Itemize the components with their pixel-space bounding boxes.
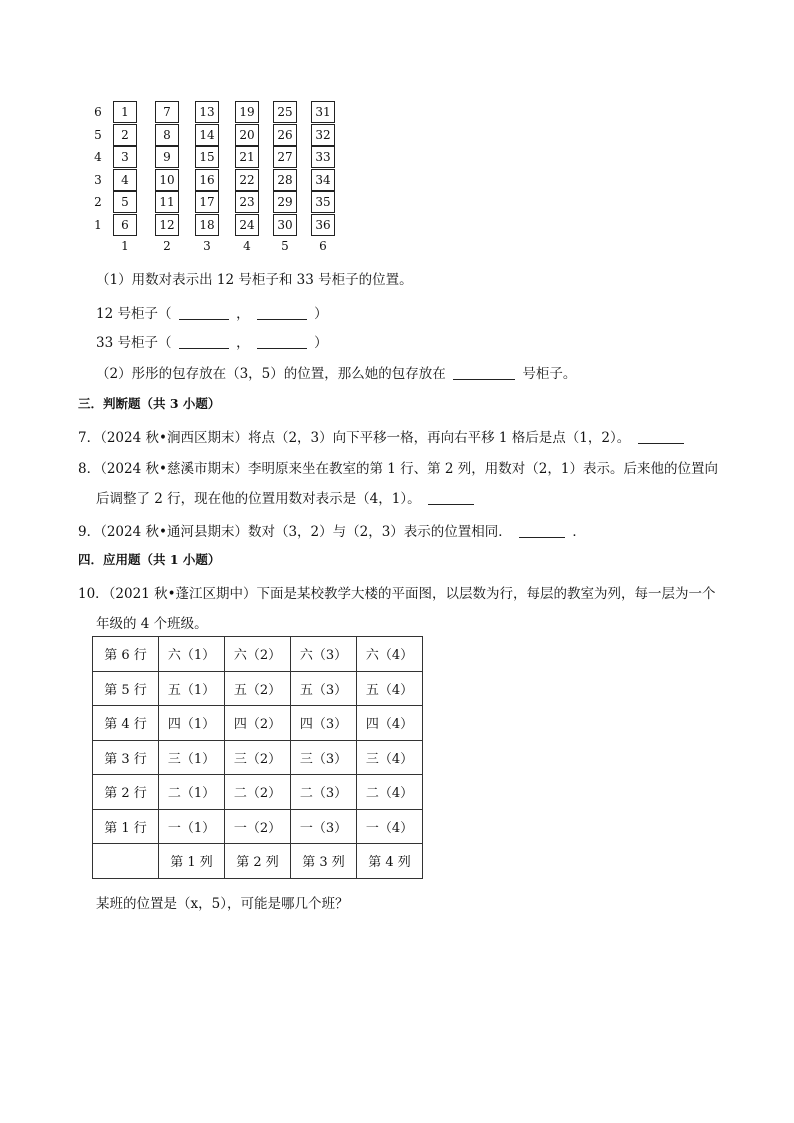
class-cell: 二（2） [225,775,291,810]
locker-cell: 18 [195,214,219,236]
building-floor-table [92,636,423,879]
column-label: 1 [121,239,129,253]
locker12-label: 12 号柜子（ [96,306,172,322]
locker-cell: 7 [155,101,179,123]
locker-cell: 24 [235,214,259,236]
locker-cell: 15 [195,146,219,168]
locker-cell: 6 [113,214,137,236]
question-10-line2: 年级的 4 个班级。 [96,616,208,632]
column-label: 3 [203,239,211,253]
answer-blank[interactable] [179,305,229,320]
class-cell: 三（1） [159,740,225,775]
locker-cell: 29 [273,191,297,213]
q7-text: 7．（2024 秋•涧西区期末）将点（2，3）向下平移一格，再向右平移 1 格后是点（1，2）。 [78,430,631,446]
question-10-line1: 10．（2021 秋•蓬江区期中）下面是某校教学大楼的平面图，以层数为行，每层的教室为列，每一层为一个 [78,586,716,602]
locker-cell: 20 [235,124,259,146]
table-row [93,637,423,672]
q8-text: 后调整了 2 行，现在他的位置用数对表示是（4，1）。 [96,491,421,507]
answer-blank[interactable] [453,365,515,380]
column-header: 第 2 列 [225,844,291,879]
row-label: 1 [94,217,102,232]
comma: ， [236,306,250,322]
row-header: 第 3 行 [93,740,159,775]
question-8-line1: 8．（2024 秋•慈溪市期末）李明原来坐在教室的第 1 行、第 2 列，用数对（2，1）表示。后来他的位置向 [78,461,718,477]
row-label: 2 [94,195,102,209]
locker-cell: 14 [195,124,219,146]
q6-part1: （1）用数对表示出 12 号柜子和 33 号柜子的位置。 [96,272,413,288]
table-row [93,809,423,844]
row-header: 第 1 行 [93,809,159,844]
empty-corner-cell [93,844,159,879]
row-label: 6 [94,105,102,119]
class-cell: 二（1） [159,775,225,810]
table-row [93,671,423,706]
locker-cell: 9 [155,146,179,168]
class-cell: 四（2） [225,706,291,741]
column-label: 6 [319,239,327,253]
table-row [93,706,423,741]
column-header-row [93,844,423,879]
q6-part2 [96,362,576,382]
q6-part2-suffix: 号柜子。 [522,366,577,382]
column-label: 5 [281,239,289,253]
column-header: 第 1 列 [159,844,225,879]
class-cell: 三（2） [225,740,291,775]
class-cell: 一（4） [357,809,423,844]
q6-locker33-line [96,331,328,351]
class-cell: 二（3） [291,775,357,810]
class-cell: 四（4） [357,706,423,741]
class-cell: 四（3） [291,706,357,741]
locker-cell: 31 [311,101,335,123]
class-cell: 五（1） [159,671,225,706]
question-8-line2 [96,487,477,507]
section-title-judgement: 三．判断题（共 3 小题） [78,396,221,411]
column-header: 第 4 列 [357,844,423,879]
class-cell: 一（1） [159,809,225,844]
q6-part2-text: （2）彤彤的包存放在（3，5）的位置，那么她的包存放在 [96,366,446,382]
locker-cell: 1 [113,101,137,123]
class-cell: 四（1） [159,706,225,741]
class-cell: 二（4） [357,775,423,810]
section-title-application: 四．应用题（共 1 小题） [78,552,221,567]
answer-blank[interactable] [257,334,307,349]
locker-cell: 28 [273,169,297,191]
table-row [93,740,423,775]
close-paren: ） [314,306,328,322]
close-paren: ） [314,335,328,351]
comma: ， [236,335,250,351]
class-cell: 一（2） [225,809,291,844]
locker-cell: 8 [155,124,179,146]
class-cell: 一（3） [291,809,357,844]
locker-cell: 34 [311,169,335,191]
class-cell: 六（3） [291,637,357,672]
row-label: 5 [94,127,102,142]
column-header: 第 3 列 [291,844,357,879]
answer-blank[interactable] [179,334,229,349]
row-header: 第 5 行 [93,671,159,706]
row-label: 3 [94,172,102,187]
answer-blank[interactable] [257,305,307,320]
locker-cell: 25 [273,101,297,123]
locker-cell: 23 [235,191,259,213]
locker-cell: 17 [195,191,219,213]
locker-cell: 13 [195,101,219,123]
class-cell: 五（4） [357,671,423,706]
locker-cell: 33 [311,146,335,168]
locker-cell: 5 [113,191,137,213]
row-label: 4 [94,150,102,164]
class-cell: 五（3） [291,671,357,706]
column-label: 4 [243,239,251,253]
answer-blank[interactable] [519,523,565,538]
class-cell: 六（1） [159,637,225,672]
locker-cell: 21 [235,146,259,168]
locker-cell: 35 [311,191,335,213]
class-cell: 三（3） [291,740,357,775]
class-cell: 六（4） [357,637,423,672]
locker-cell: 30 [273,214,297,236]
period: ． [572,524,586,540]
class-cell: 六（2） [225,637,291,672]
locker-cell: 22 [235,169,259,191]
locker-cell: 4 [113,169,137,191]
answer-blank[interactable] [638,429,684,444]
locker-cell: 16 [195,169,219,191]
q6-locker12-line [96,302,328,322]
class-cell: 五（2） [225,671,291,706]
row-header: 第 2 行 [93,775,159,810]
class-cell: 三（4） [357,740,423,775]
answer-blank[interactable] [428,490,474,505]
locker-cell: 27 [273,146,297,168]
table-row [93,775,423,810]
locker33-label: 33 号柜子（ [96,335,172,351]
column-label: 2 [163,239,171,253]
locker-cell: 10 [155,169,179,191]
question-7 [78,426,687,446]
locker-cell: 32 [311,124,335,146]
locker-cell: 12 [155,214,179,236]
locker-cell: 3 [113,146,137,168]
q9-text: 9．（2024 秋•通河县期末）数对（3，2）与（2，3）表示的位置相同． [78,524,512,540]
locker-cell: 2 [113,124,137,146]
locker-cell: 26 [273,124,297,146]
locker-cell: 11 [155,191,179,213]
row-header: 第 6 行 [93,637,159,672]
row-header: 第 4 行 [93,706,159,741]
locker-cell: 36 [311,214,335,236]
locker-cell: 19 [235,101,259,123]
question-9 [78,520,586,540]
question-10-ask: 某班的位置是（x，5），可能是哪几个班？ [96,896,349,912]
